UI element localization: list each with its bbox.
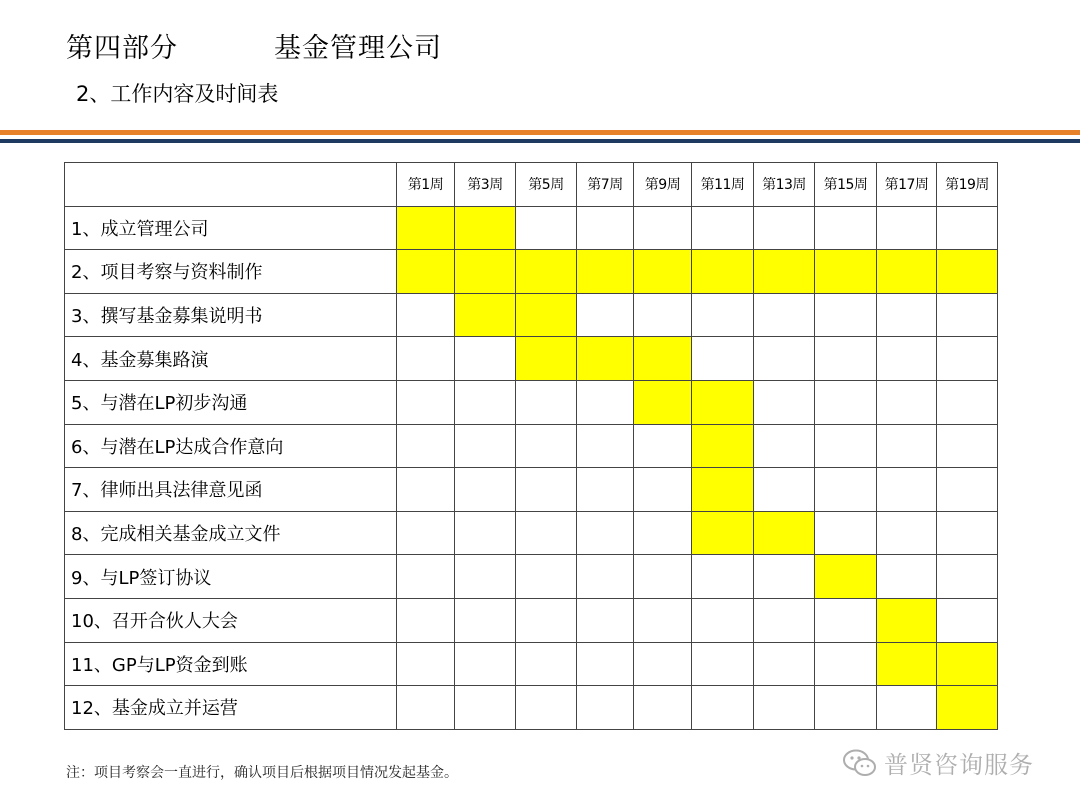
footnote: 注：项目考察会一直进行，确认项目后根据项目情况发起基金。 [66,765,458,781]
schedule-cell-active [815,250,877,294]
schedule-cell [634,206,692,250]
schedule-cell [692,598,754,642]
schedule-cell [937,555,998,599]
schedule-cell [516,555,577,599]
schedule-cell [397,511,455,555]
schedule-cell [455,598,516,642]
schedule-cell [516,511,577,555]
schedule-cell-active [754,250,815,294]
gantt-table [64,162,998,730]
schedule-cell [455,642,516,686]
schedule-cell-active [577,337,634,381]
task-row [65,250,998,294]
schedule-cell [754,598,815,642]
task-label: 3、撰写基金募集说明书 [65,293,397,337]
page-title [66,26,442,65]
schedule-cell [577,511,634,555]
schedule-cell [877,468,937,512]
schedule-cell [516,642,577,686]
schedule-cell [634,424,692,468]
task-row [65,598,998,642]
company-title: 基金管理公司 [274,33,442,64]
schedule-cell-active [754,511,815,555]
task-header-cell [65,163,397,207]
week-header: 第19周 [937,163,998,207]
schedule-cell [455,686,516,730]
schedule-cell [815,337,877,381]
section-label: 第四部分 [66,33,178,64]
schedule-cell [397,686,455,730]
schedule-cell-active [634,380,692,424]
schedule-cell-active [692,250,754,294]
schedule-cell [577,293,634,337]
schedule-cell-active [937,686,998,730]
schedule-cell [397,555,455,599]
task-label: 11、GP与LP资金到账 [65,642,397,686]
schedule-cell [692,686,754,730]
schedule-cell [397,337,455,381]
task-row [65,337,998,381]
schedule-cell-active [634,337,692,381]
task-row [65,424,998,468]
schedule-cell [937,468,998,512]
schedule-cell-active [877,642,937,686]
task-row [65,293,998,337]
schedule-cell-active [397,206,455,250]
schedule-cell [577,424,634,468]
schedule-cell-active [516,337,577,381]
task-row [65,206,998,250]
schedule-cell [577,642,634,686]
schedule-cell-active [692,468,754,512]
schedule-cell [815,686,877,730]
schedule-cell [397,598,455,642]
schedule-cell [692,642,754,686]
schedule-cell-active [397,250,455,294]
task-label: 7、律师出具法律意见函 [65,468,397,512]
schedule-cell-active [877,250,937,294]
task-row [65,511,998,555]
schedule-cell [634,293,692,337]
schedule-cell [877,293,937,337]
schedule-cell [877,511,937,555]
schedule-cell [577,206,634,250]
schedule-cell [815,293,877,337]
schedule-cell [754,380,815,424]
schedule-cell [937,424,998,468]
schedule-cell [877,686,937,730]
schedule-cell-active [516,293,577,337]
schedule-cell [692,555,754,599]
week-header: 第17周 [877,163,937,207]
schedule-cell [516,380,577,424]
schedule-cell [877,380,937,424]
task-row [65,555,998,599]
schedule-cell [455,468,516,512]
task-label: 12、基金成立并运营 [65,686,397,730]
task-label: 9、与LP签订协议 [65,555,397,599]
schedule-cell [634,686,692,730]
task-label: 2、项目考察与资料制作 [65,250,397,294]
schedule-cell [937,380,998,424]
schedule-cell [937,206,998,250]
week-header: 第1周 [397,163,455,207]
task-label: 8、完成相关基金成立文件 [65,511,397,555]
schedule-cell-active [937,642,998,686]
schedule-cell [634,598,692,642]
schedule-cell [754,424,815,468]
schedule-cell [634,642,692,686]
schedule-cell-active [455,206,516,250]
schedule-cell [516,686,577,730]
schedule-cell-active [455,250,516,294]
schedule-cell [516,468,577,512]
schedule-cell [754,337,815,381]
week-header: 第7周 [577,163,634,207]
task-row [65,468,998,512]
schedule-cell [692,293,754,337]
schedule-cell-active [692,424,754,468]
task-label: 1、成立管理公司 [65,206,397,250]
schedule-cell-active [455,293,516,337]
schedule-cell-active [815,555,877,599]
schedule-cell [877,206,937,250]
schedule-cell [516,424,577,468]
week-header: 第9周 [634,163,692,207]
schedule-cell [937,598,998,642]
schedule-cell [577,468,634,512]
schedule-cell-active [692,380,754,424]
schedule-cell [397,424,455,468]
schedule-cell [877,424,937,468]
schedule-cell [754,468,815,512]
task-label: 4、基金募集路演 [65,337,397,381]
schedule-cell [397,380,455,424]
schedule-cell [455,424,516,468]
schedule-cell [397,293,455,337]
schedule-cell-active [516,250,577,294]
watermark-text: 普贤咨询服务 [884,751,1034,779]
week-header: 第3周 [455,163,516,207]
task-row [65,686,998,730]
schedule-cell [754,206,815,250]
task-label: 6、与潜在LP达成合作意向 [65,424,397,468]
schedule-cell [577,686,634,730]
schedule-cell-active [577,250,634,294]
schedule-cell [692,206,754,250]
schedule-cell [397,642,455,686]
navy-divider [0,139,1080,143]
schedule-cell [877,337,937,381]
schedule-cell [815,424,877,468]
schedule-cell [455,555,516,599]
watermark [842,745,1034,780]
schedule-cell [937,337,998,381]
week-header: 第5周 [516,163,577,207]
schedule-cell [815,598,877,642]
schedule-cell [754,642,815,686]
schedule-cell-active [634,250,692,294]
schedule-cell [634,511,692,555]
schedule-cell [577,555,634,599]
schedule-cell-active [877,598,937,642]
schedule-cell [815,468,877,512]
schedule-cell [455,380,516,424]
schedule-cell [754,293,815,337]
week-header: 第13周 [754,163,815,207]
orange-divider [0,130,1080,135]
week-header: 第15周 [815,163,877,207]
schedule-cell [815,206,877,250]
schedule-cell [937,293,998,337]
gantt-body [65,206,998,729]
schedule-cell [815,511,877,555]
schedule-cell [877,555,937,599]
task-row [65,642,998,686]
schedule-cell [516,206,577,250]
wechat-icon [842,748,878,778]
schedule-cell-active [937,250,998,294]
schedule-cell [455,337,516,381]
schedule-cell [754,686,815,730]
schedule-cell [754,555,815,599]
schedule-cell-active [692,511,754,555]
schedule-cell [937,511,998,555]
task-row [65,380,998,424]
week-header: 第11周 [692,163,754,207]
schedule-cell [577,598,634,642]
schedule-cell [815,642,877,686]
schedule-cell [577,380,634,424]
task-label: 10、召开合伙人大会 [65,598,397,642]
schedule-cell [455,511,516,555]
schedule-cell [516,598,577,642]
page-subtitle: 2、工作内容及时间表 [76,82,279,106]
gantt-header-row [65,163,998,207]
task-label: 5、与潜在LP初步沟通 [65,380,397,424]
schedule-cell [815,380,877,424]
schedule-cell [692,337,754,381]
schedule-cell [634,468,692,512]
schedule-cell [634,555,692,599]
schedule-cell [397,468,455,512]
